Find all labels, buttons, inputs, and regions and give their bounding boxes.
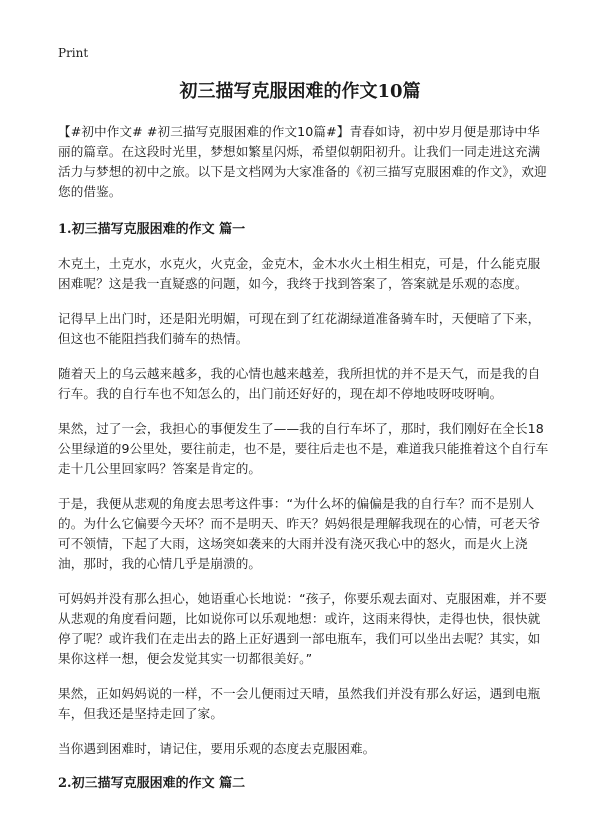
document-title: 初三描写克服困难的作文10篇 bbox=[179, 81, 421, 102]
intro-tag: 【#初中作文# #初三描写克服困难的作文10篇#】 bbox=[58, 124, 350, 139]
section-heading-1: 1.初三描写克服困难的作文 篇一 bbox=[58, 222, 246, 237]
paragraph: 可妈妈并没有那么担心，她语重心长地说：“孩子，你要乐观去面对、克服困难，并不要从悲观的角度看问题，比如说你可以乐观地想：或许，这雨来得快，走得也快，很快就停了呢？或许我们在走出去的路上正好遇到一部电瓶车，我们可以坐出去呢？其实，如果你这样一想，便会发觉其实一切都很美好。” bbox=[58, 591, 547, 666]
paragraph: 记得早上出门时，还是阳光明媚，可现在到了红花湖绿道准备骑车时，天便暗了下来，但这也不能阻挡我们骑车的热情。 bbox=[58, 311, 541, 346]
document-body bbox=[58, 122, 550, 808]
intro-paragraph bbox=[58, 122, 550, 202]
paragraph: 果然，过了一会，我担心的事便发生了——我的自行车坏了，那时，我们刚好在全长18公里绿道的9公里处，要往前走，也不是，要往后走也不是，难道我只能推着这个自行车走十几公里回家吗？答案是肯定的。 bbox=[58, 421, 549, 476]
paragraph: 果然，正如妈妈说的一样，不一会儿便雨过天晴，虽然我们并没有那么好运，遇到电瓶车，但我还是坚持走回了家。 bbox=[58, 686, 541, 721]
paragraph: 木克土，土克水，水克火，火克金，金克木，金木水火土相生相克，可是，什么能克服困难呢？这是我一直疑惑的问题，如今，我终于找到答案了，答案就是乐观的态度。 bbox=[58, 256, 541, 291]
paragraph: 于是，我便从悲观的角度去思考这件事：“为什么坏的偏偏是我的自行车？而不是别人的。为什么它偏要今天坏？而不是明天、昨天？妈妈很是理解我现在的心情，可老天爷可不领情，下起了大雨，这场突如袭来的大雨并没有浇灭我心中的怒火，而是火上浇油，那时，我的心情几乎是崩溃的。 bbox=[58, 496, 541, 571]
section-heading-2: 2.初三描写克服困难的作文 篇二 bbox=[58, 776, 246, 791]
print-link[interactable]: Print bbox=[58, 46, 89, 60]
intro-text: 青春如诗，初中岁月便是那诗中华丽的篇章。在这段时光里，梦想如繁星闪烁，希望似朝阳初升。让我们一同走进这充满活力与梦想的初中之旅。以下是文档网为大家准备的《初三描写克服困难的作文》，欢迎您的借鉴。 bbox=[58, 124, 547, 199]
paragraph: 随着天上的乌云越来越多，我的心情也越来越差，我所担忧的并不是天气，而是我的自行车。我的自行车也不知怎么的，出门前还好好的，现在却不停地吱呀吱呀响。 bbox=[58, 366, 541, 401]
paragraph: 当你遇到困难时，请记住，要用乐观的态度去克服困难。 bbox=[58, 741, 376, 756]
